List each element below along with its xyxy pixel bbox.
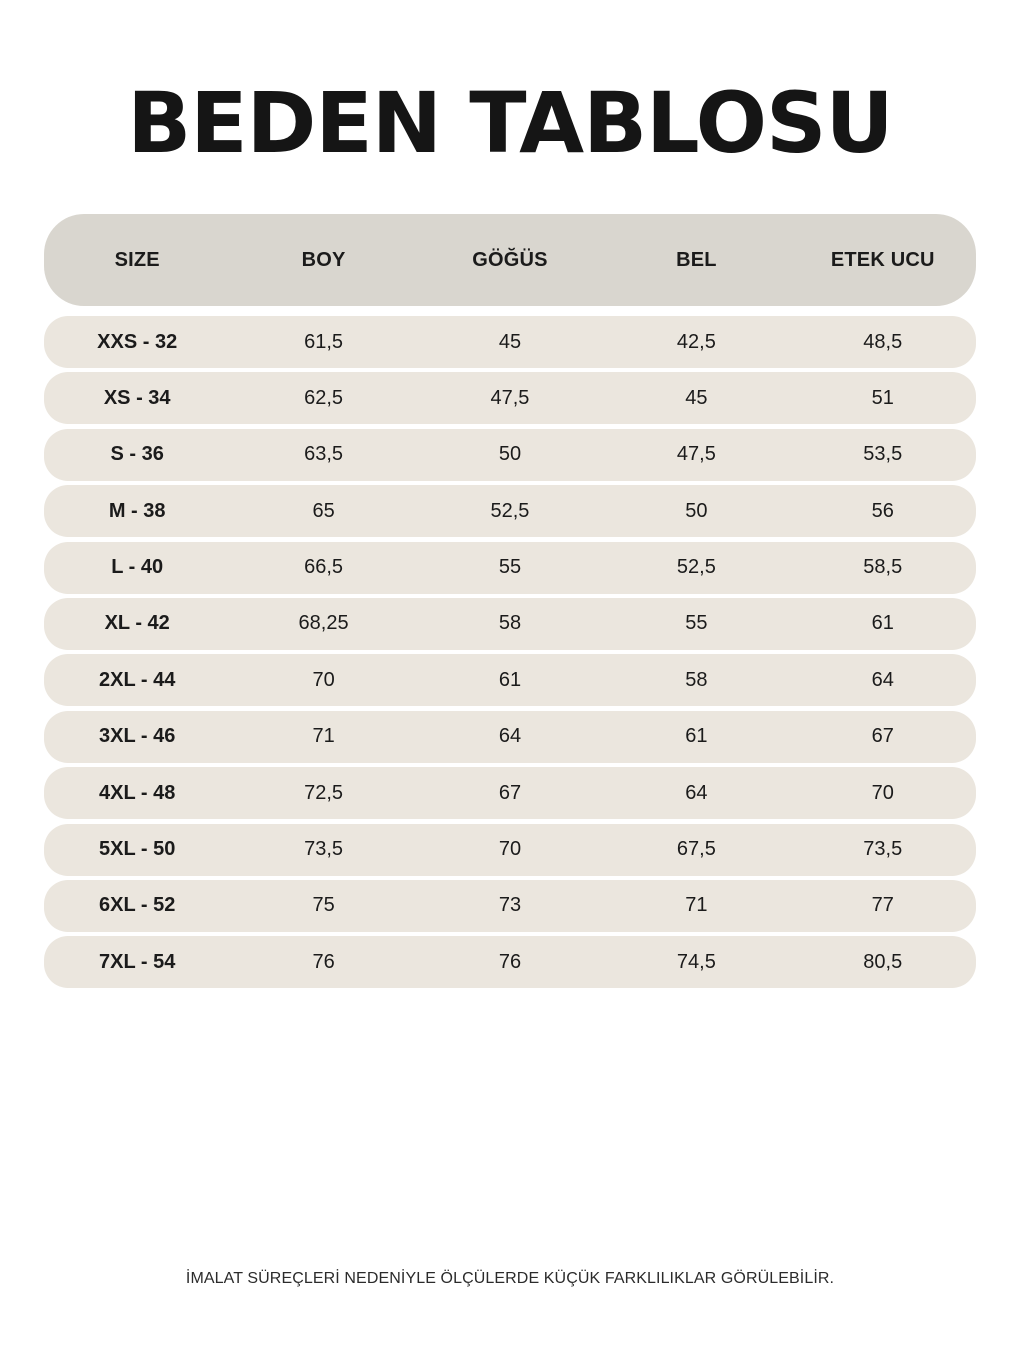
- cell-gogus: 50: [498, 443, 522, 466]
- size-table: [44, 214, 976, 993]
- table-row: [44, 824, 976, 876]
- cell-size: 4XL - 48: [99, 781, 176, 804]
- table-row: [44, 316, 976, 368]
- cell-bel: 55: [685, 612, 708, 635]
- cell-gogus: 73: [498, 894, 522, 917]
- cell-boy: 75: [312, 894, 335, 917]
- table-body: [44, 316, 976, 988]
- header-bel: BEL: [676, 248, 717, 271]
- cell-boy: 62,5: [304, 386, 344, 409]
- cell-bel: 64: [685, 781, 708, 804]
- cell-etek-ucu: 80,5: [863, 950, 903, 973]
- cell-size: 6XL - 52: [99, 894, 176, 917]
- cell-boy: 66,5: [304, 556, 344, 579]
- cell-boy: 70: [312, 668, 335, 691]
- cell-bel: 52,5: [676, 556, 716, 579]
- table-row: [44, 429, 976, 481]
- header-boy: BOY: [301, 248, 346, 271]
- table-row: [44, 542, 976, 594]
- cell-bel: 45: [685, 386, 708, 409]
- cell-etek-ucu: 58,5: [863, 556, 903, 579]
- cell-bel: 47,5: [676, 443, 716, 466]
- cell-gogus: 47,5: [490, 386, 530, 409]
- table-row: [44, 936, 976, 988]
- cell-boy: 61,5: [304, 330, 344, 353]
- cell-size: M - 38: [108, 499, 166, 522]
- cell-gogus: 55: [498, 556, 522, 579]
- page-title: BEDEN TABLOSU: [127, 74, 893, 172]
- cell-size: 7XL - 54: [99, 950, 176, 973]
- cell-etek-ucu: 73,5: [863, 838, 903, 861]
- cell-gogus: 52,5: [490, 499, 530, 522]
- cell-size: S - 36: [110, 443, 164, 466]
- cell-size: 2XL - 44: [99, 668, 176, 691]
- cell-boy: 63,5: [304, 443, 344, 466]
- cell-etek-ucu: 48,5: [863, 330, 903, 353]
- cell-size: L - 40: [111, 556, 164, 579]
- cell-etek-ucu: 70: [871, 781, 894, 804]
- cell-bel: 74,5: [676, 950, 716, 973]
- cell-etek-ucu: 64: [871, 668, 894, 691]
- cell-boy: 73,5: [304, 838, 344, 861]
- cell-etek-ucu: 67: [871, 725, 894, 748]
- table-row: [44, 654, 976, 706]
- cell-etek-ucu: 77: [871, 894, 894, 917]
- cell-size: XS - 34: [103, 386, 171, 409]
- header-size: SIZE: [114, 248, 160, 271]
- cell-size: XXS - 32: [97, 330, 178, 353]
- table-row: [44, 767, 976, 819]
- cell-size: 3XL - 46: [99, 725, 176, 748]
- cell-boy: 76: [312, 950, 335, 973]
- table-row: [44, 711, 976, 763]
- cell-gogus: 61: [498, 668, 522, 691]
- cell-etek-ucu: 61: [871, 612, 894, 635]
- cell-boy: 71: [312, 725, 335, 748]
- cell-bel: 50: [685, 499, 708, 522]
- cell-boy: 72,5: [304, 781, 344, 804]
- header-gogus: GÖĞÜS: [472, 248, 548, 271]
- cell-bel: 61: [685, 725, 708, 748]
- footnote: İMALAT SÜREÇLERİ NEDENİYLE ÖLÇÜLERDE KÜÇÜK FARKLILIKLAR GÖRÜLEBİLİR.: [185, 1270, 835, 1287]
- cell-gogus: 58: [498, 612, 522, 635]
- cell-boy: 65: [312, 499, 335, 522]
- table-row: [44, 485, 976, 537]
- cell-gogus: 64: [498, 725, 522, 748]
- table-row: [44, 372, 976, 424]
- table-row: [44, 880, 976, 932]
- cell-bel: 67,5: [676, 838, 716, 861]
- cell-etek-ucu: 53,5: [863, 443, 903, 466]
- cell-gogus: 76: [498, 950, 522, 973]
- cell-bel: 58: [685, 668, 708, 691]
- cell-boy: 68,25: [298, 612, 349, 635]
- cell-gogus: 67: [498, 781, 522, 804]
- table-row: [44, 598, 976, 650]
- cell-size: 5XL - 50: [99, 838, 176, 861]
- cell-gogus: 70: [498, 838, 522, 861]
- cell-etek-ucu: 51: [871, 386, 894, 409]
- cell-bel: 71: [685, 894, 708, 917]
- table-header-row: [44, 214, 976, 306]
- cell-bel: 42,5: [676, 330, 716, 353]
- cell-etek-ucu: 56: [871, 499, 894, 522]
- cell-size: XL - 42: [104, 612, 170, 635]
- cell-gogus: 45: [498, 330, 522, 353]
- header-etek-ucu: ETEK UCU: [830, 248, 935, 271]
